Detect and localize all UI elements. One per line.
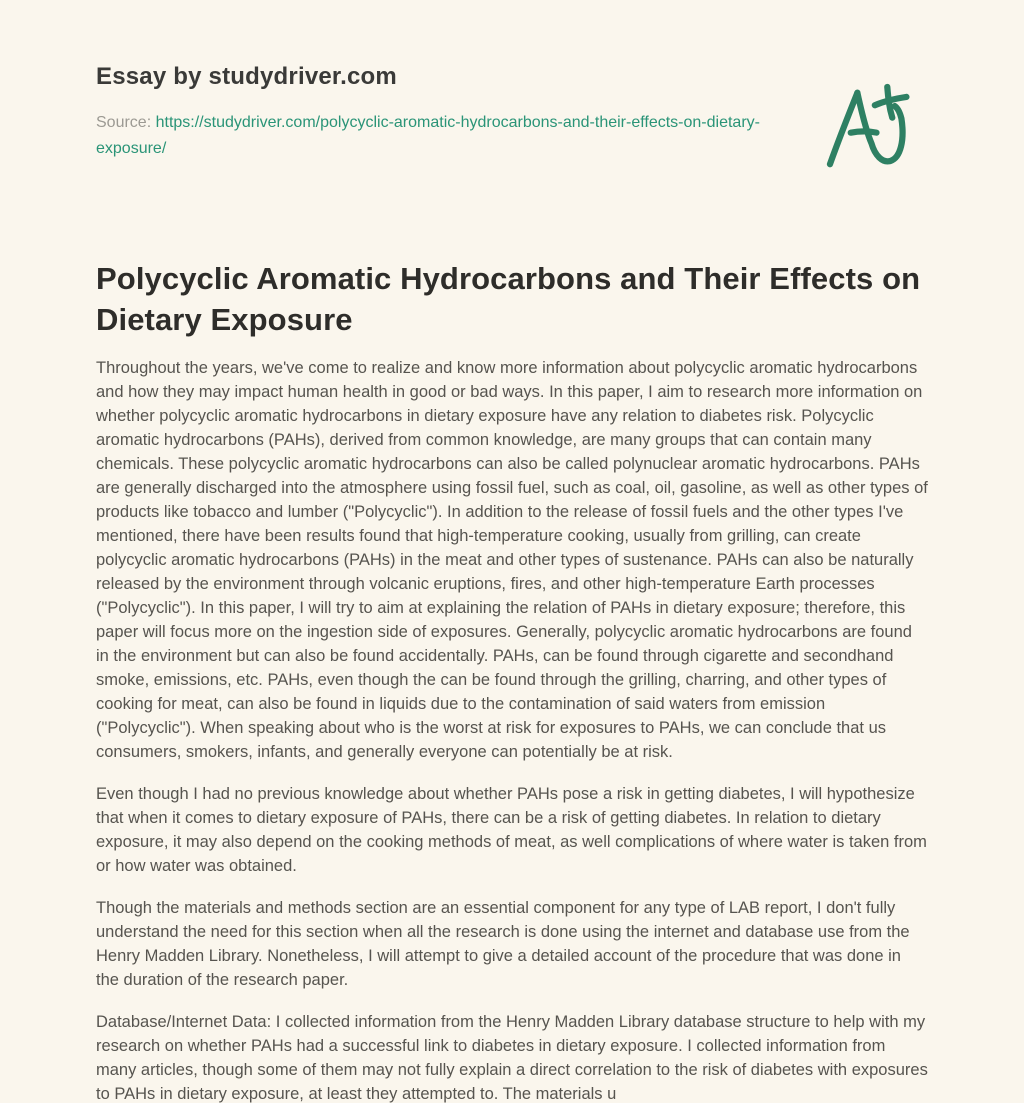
- essay-title: Polycyclic Aromatic Hydrocarbons and Their Effects on Dietary Exposure: [96, 261, 921, 337]
- source-label: Source:: [96, 114, 152, 131]
- source-link[interactable]: https://studydriver.com/polycyclic-aromatic-hydrocarbons-and-their-effects-on-dietary-exposure/: [96, 114, 760, 157]
- a-plus-logo-icon: [820, 58, 928, 184]
- header-text-block: [96, 62, 768, 162]
- essay-paragraph-4: Database/Internet Data: I collected information from the Henry Madden Library database structure to help with my research on whether PAHs had a successful link to diabetes in dietary exposure. I collected information from many articles, though some of them may not fully explain a direct correlation to the risk of diabetes with exposures to PAHs in dietary exposure, at least they attempted to. The materials u: [96, 1013, 928, 1103]
- page-bottom-edge: [0, 1103, 1024, 1114]
- source-line: [96, 110, 768, 162]
- brand-heading: Essay by studydriver.com: [96, 63, 397, 90]
- essay-paragraph-2: Even though I had no previous knowledge about whether PAHs pose a risk in getting diabetes, I will hypothesize that when it comes to dietary exposure of PAHs, there can be a risk of getting diabetes. In relation to dietary exposure, it may also depend on the cooking methods of meat, as well complications of where water is taken from or how water was obtained.: [96, 785, 927, 875]
- essay-body: [96, 258, 928, 1106]
- essay-paragraph-1: Throughout the years, we've come to realize and know more information about polycyclic aromatic hydrocarbons and how they may impact human health in good or bad ways. In this paper, I aim to research more information on whether polycyclic aromatic hydrocarbons in dietary exposure have any relation to diabetes risk. Polycyclic aromatic hydrocarbons (PAHs), derived from common knowledge, are many groups that can contain many chemicals. These polycyclic aromatic hydrocarbons can also be called polynuclear aromatic hydrocarbons. PAHs are generally discharged into the atmosphere using fossil fuel, such as coal, oil, gasoline, as well as other types of products like tobacco and lumber ("Polycyclic"). In addition to the release of fossil fuels and the other types I've mentioned, there have been results found that high-temperature cooking, usually from grilling, can create polycyclic aromatic hydrocarbons (PAHs) in the meat and other types of sustenance. PAHs can also be naturally released by the environment through volcanic eruptions, fires, and other high-temperature Earth processes ("Polycyclic"). In this paper, I will try to aim at explaining the relation of PAHs in dietary exposure; therefore, this paper will focus more on the ingestion side of exposures. Generally, polycyclic aromatic hydrocarbons are found in the environment but can also be found accidentally. PAHs, can be found through cigarette and secondhand smoke, emissions, etc. PAHs, even though the can be found through the grilling, charring, and other types of cooking for meat, can also be found in liquids due to the contamination of said waters from emission ("Polycyclic"). When speaking about who is the worst at risk for exposures to PAHs, we can conclude that us consumers, smokers, infants, and generally everyone can potentially be at risk.: [96, 359, 928, 761]
- essay-paragraph-3: Though the materials and methods section are an essential component for any type of LAB report, I don't fully understand the need for this section when all the research is done using the internet and database use from the Henry Madden Library. Nonetheless, I will attempt to give a detailed account of the procedure that was done in the duration of the research paper.: [96, 899, 910, 989]
- document-header: [96, 62, 928, 162]
